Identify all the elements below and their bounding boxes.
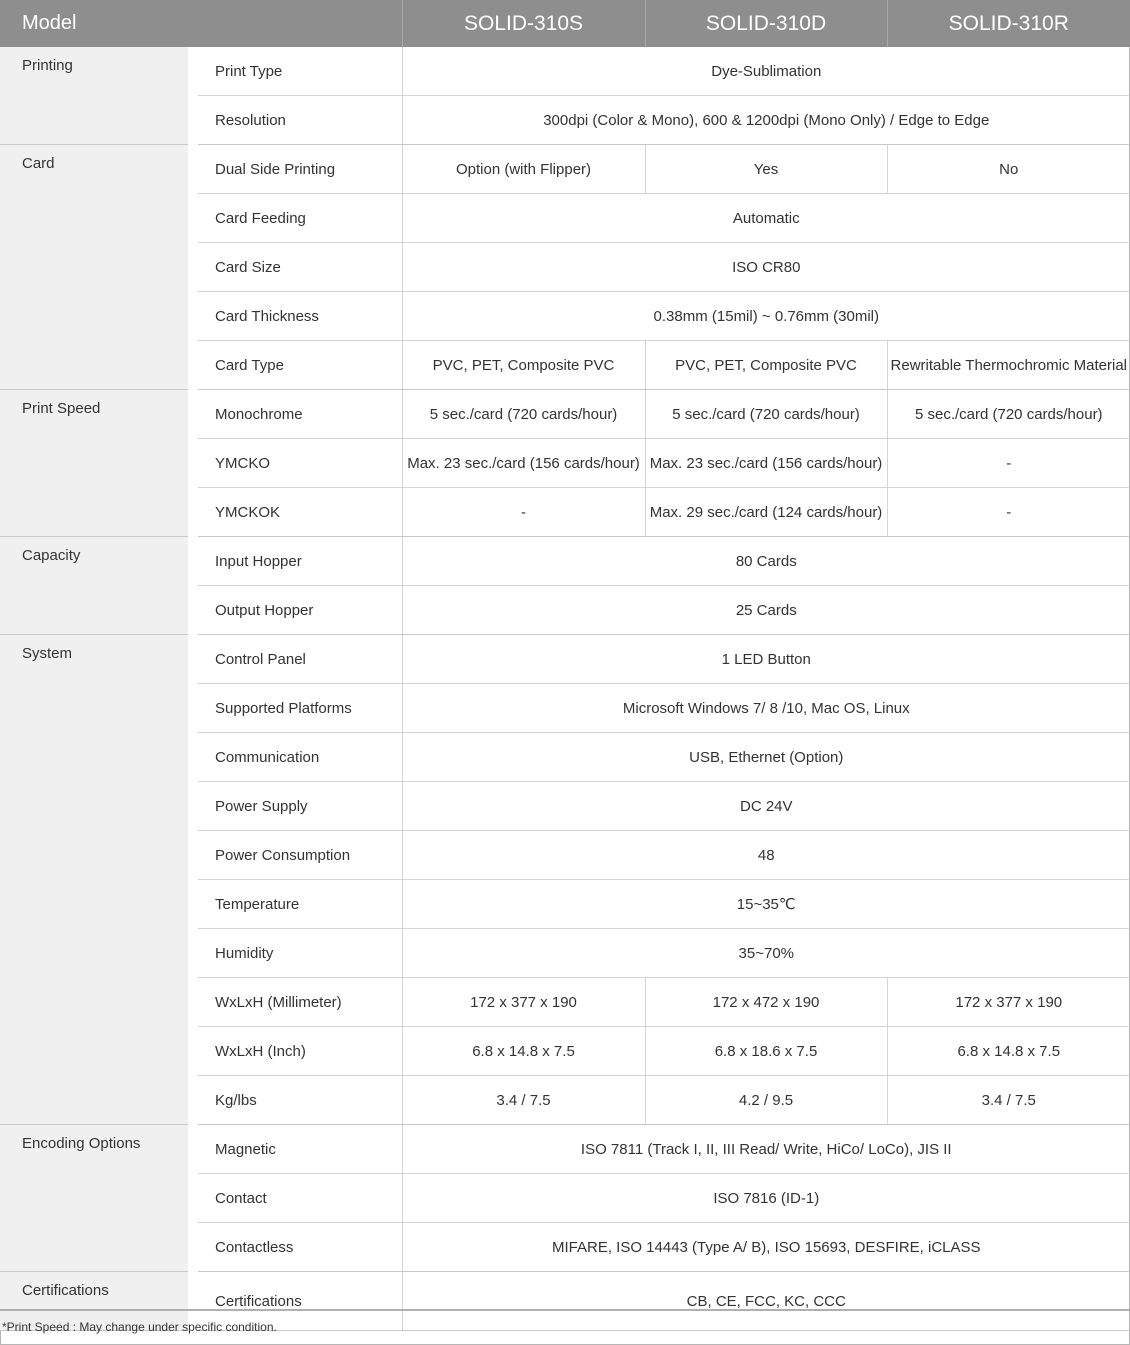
category-label: Card (0, 145, 193, 390)
feature-label: Card Type (193, 341, 402, 390)
spec-value: 15~35℃ (402, 880, 1130, 929)
spec-value: 0.38mm (15mil) ~ 0.76mm (30mil) (402, 292, 1130, 341)
feature-label: WxLxH (Millimeter) (193, 978, 402, 1027)
table-row (0, 537, 1130, 586)
model-column-header: SOLID-310R (887, 0, 1130, 47)
feature-label: Control Panel (193, 635, 402, 684)
footer-divider (0, 1309, 1130, 1311)
feature-label: Card Thickness (193, 292, 402, 341)
feature-label: YMCKOK (193, 488, 402, 537)
spec-value: 172 x 377 x 190 (402, 978, 645, 1027)
table-row (0, 1125, 1130, 1174)
feature-label: Supported Platforms (193, 684, 402, 733)
spec-value: CB, CE, FCC, KC, CCC (402, 1272, 1130, 1331)
spec-value: Max. 23 sec./card (156 cards/hour) (402, 439, 645, 488)
feature-label: Card Feeding (193, 194, 402, 243)
category-label: Encoding Options (0, 1125, 193, 1272)
feature-label: Magnetic (193, 1125, 402, 1174)
feature-label: Communication (193, 733, 402, 782)
spec-value: Dye-Sublimation (402, 47, 1130, 96)
category-label: Certifications (0, 1272, 193, 1331)
spec-value: 6.8 x 18.6 x 7.5 (645, 1027, 887, 1076)
feature-label: Power Supply (193, 782, 402, 831)
spec-value: MIFARE, ISO 14443 (Type A/ B), ISO 15693, DESFIRE, iCLASS (402, 1223, 1130, 1272)
feature-label: YMCKO (193, 439, 402, 488)
spec-value: PVC, PET, Composite PVC (645, 341, 887, 390)
spec-value: - (887, 488, 1130, 537)
spec-value: Max. 23 sec./card (156 cards/hour) (645, 439, 887, 488)
spec-value: ISO 7811 (Track I, II, III Read/ Write, HiCo/ LoCo), JIS II (402, 1125, 1130, 1174)
footnote: *Print Speed : May change under specific condition. (2, 1320, 277, 1334)
spec-value: 5 sec./card (720 cards/hour) (645, 390, 887, 439)
table-row (0, 390, 1130, 439)
feature-label: Card Size (193, 243, 402, 292)
spec-body (0, 47, 1130, 1331)
feature-label: Temperature (193, 880, 402, 929)
model-header: Model (0, 0, 402, 47)
table-row (0, 145, 1130, 194)
feature-label: Output Hopper (193, 586, 402, 635)
category-label: Capacity (0, 537, 193, 635)
model-column-header: SOLID-310D (645, 0, 887, 47)
spec-value: 48 (402, 831, 1130, 880)
spec-value: ISO 7816 (ID-1) (402, 1174, 1130, 1223)
feature-label: Certifications (193, 1272, 402, 1331)
spec-value: Automatic (402, 194, 1130, 243)
feature-label: Dual Side Printing (193, 145, 402, 194)
feature-label: Power Consumption (193, 831, 402, 880)
category-label: System (0, 635, 193, 1125)
spec-value: No (887, 145, 1130, 194)
table-row (0, 635, 1130, 684)
feature-label: Contactless (193, 1223, 402, 1272)
spec-value: ISO CR80 (402, 243, 1130, 292)
spec-value: Option (with Flipper) (402, 145, 645, 194)
spec-value: Microsoft Windows 7/ 8 /10, Mac OS, Linux (402, 684, 1130, 733)
feature-label: Humidity (193, 929, 402, 978)
spec-value: 25 Cards (402, 586, 1130, 635)
spec-value: - (402, 488, 645, 537)
category-label: Printing (0, 47, 193, 145)
feature-label: Monochrome (193, 390, 402, 439)
spec-value: 4.2 / 9.5 (645, 1076, 887, 1125)
spec-value: 172 x 377 x 190 (887, 978, 1130, 1027)
feature-label: WxLxH (Inch) (193, 1027, 402, 1076)
spec-value: 172 x 472 x 190 (645, 978, 887, 1027)
table-row (0, 47, 1130, 96)
spec-value: 35~70% (402, 929, 1130, 978)
category-label: Print Speed (0, 390, 193, 537)
spec-value: PVC, PET, Composite PVC (402, 341, 645, 390)
model-column-header: SOLID-310S (402, 0, 645, 47)
spec-value: 5 sec./card (720 cards/hour) (402, 390, 645, 439)
spec-value: 5 sec./card (720 cards/hour) (887, 390, 1130, 439)
feature-label: Print Type (193, 47, 402, 96)
feature-label: Contact (193, 1174, 402, 1223)
spec-value: 6.8 x 14.8 x 7.5 (402, 1027, 645, 1076)
header-row (0, 0, 1130, 47)
feature-label: Resolution (193, 96, 402, 145)
spec-value: Yes (645, 145, 887, 194)
spec-value: 300dpi (Color & Mono), 600 & 1200dpi (Mono Only) / Edge to Edge (402, 96, 1130, 145)
spec-value: 3.4 / 7.5 (887, 1076, 1130, 1125)
spec-value: 6.8 x 14.8 x 7.5 (887, 1027, 1130, 1076)
spec-value: 80 Cards (402, 537, 1130, 586)
spec-value: Rewritable Thermochromic Material (887, 341, 1130, 390)
spec-value: 1 LED Button (402, 635, 1130, 684)
spec-value: USB, Ethernet (Option) (402, 733, 1130, 782)
spec-value: - (887, 439, 1130, 488)
feature-label: Kg/lbs (193, 1076, 402, 1125)
spec-value: 3.4 / 7.5 (402, 1076, 645, 1125)
spec-value: DC 24V (402, 782, 1130, 831)
spec-value: Max. 29 sec./card (124 cards/hour) (645, 488, 887, 537)
feature-label: Input Hopper (193, 537, 402, 586)
